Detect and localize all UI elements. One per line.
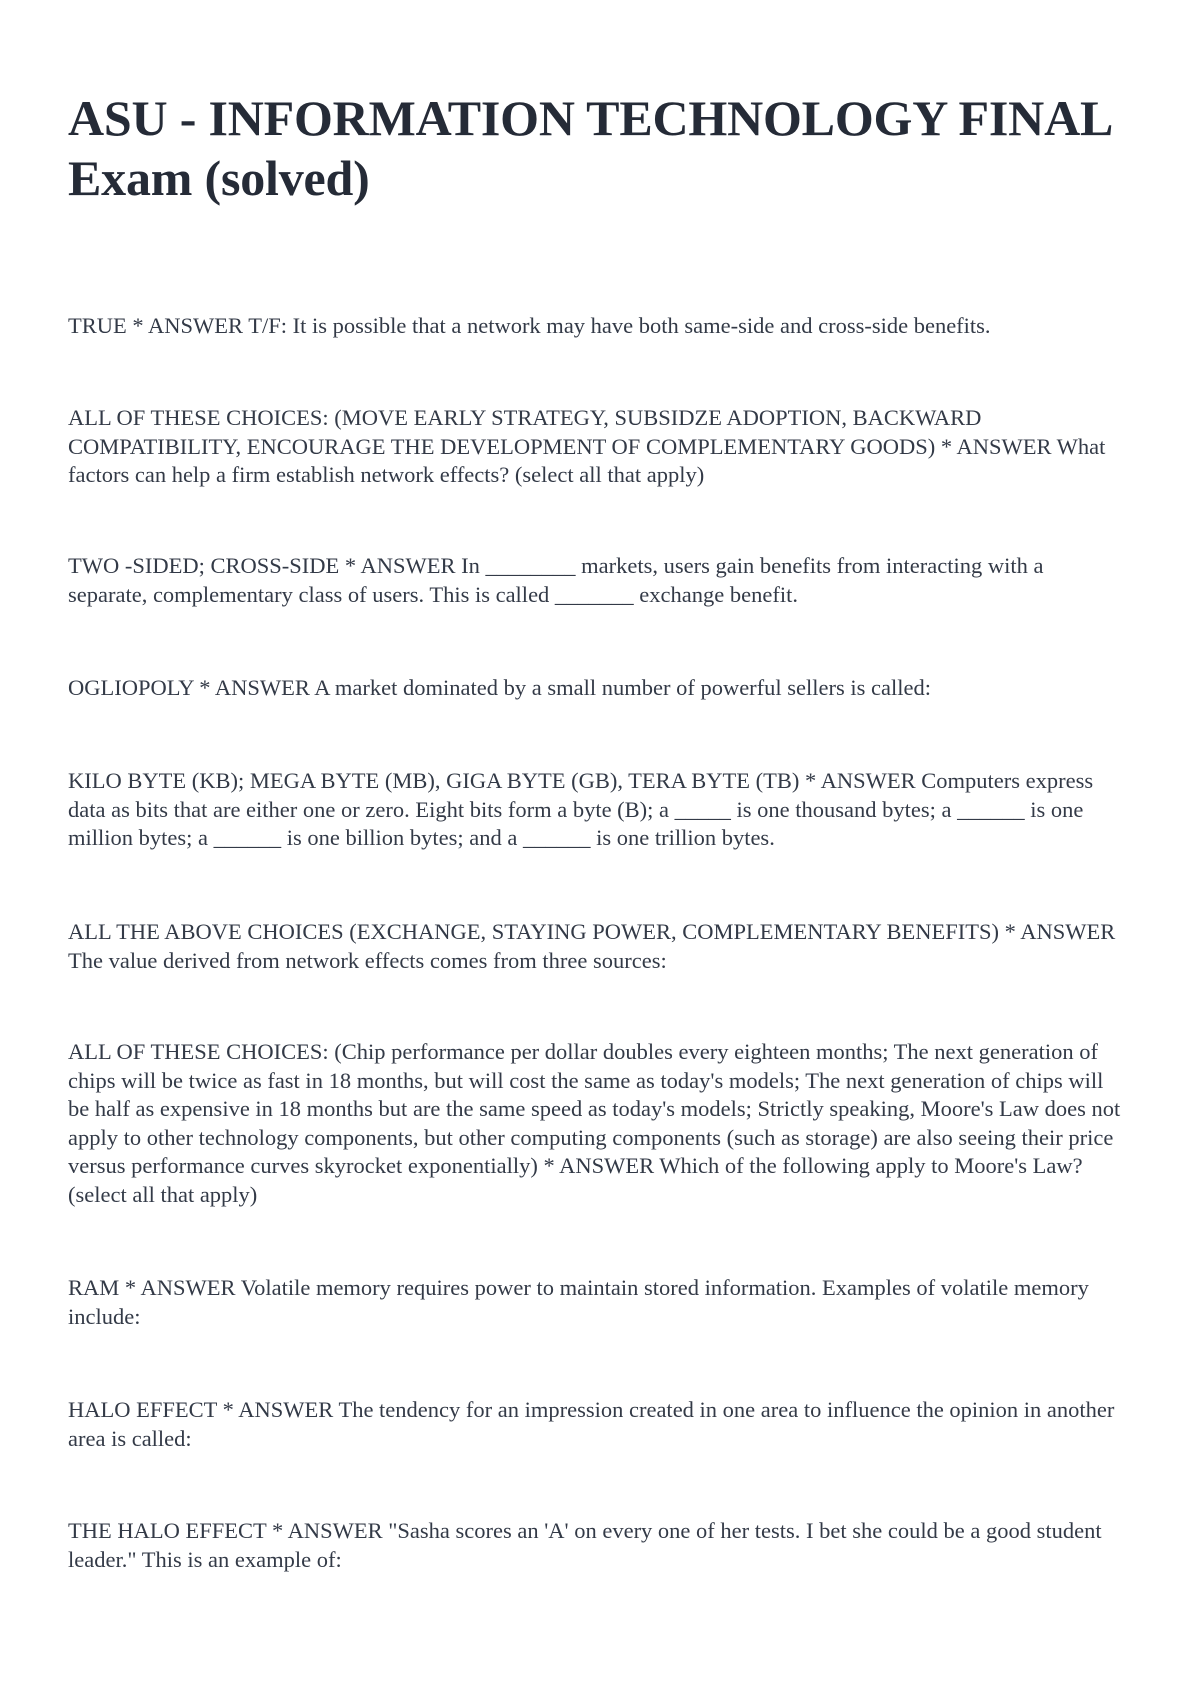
qa-entry-10: THE HALO EFFECT * ANSWER "Sasha scores an 'A' on every one of her tests. I bet she could be a good student leader." This is an example of: (68, 1518, 1102, 1572)
document-title: ASU - INFORMATION TECHNOLOGY FINAL Exam (solved) (68, 90, 1111, 206)
qa-entry-3: TWO -SIDED; CROSS-SIDE * ANSWER In ________ markets, users gain benefits from interacting with a separate, complementary class of users. This is called _______ exchange benefit. (68, 553, 1044, 607)
qa-entry-1: TRUE * ANSWER T/F: It is possible that a network may have both same-side and cross-side benefits. (68, 313, 991, 338)
qa-entry-7: ALL OF THESE CHOICES: (Chip performance per dollar doubles every eighteen months; The next generation of chips will be twice as fast in 18 months, but will cost the same as today's models; The next generation of chips will be half as expensive in 18 months but are the same speed as today's models; Strictly speaking, Moore's Law does not apply to other technology components, but other computing components (such as storage) are also seeing their price versus performance curves skyrocket exponentially) * ANSWER Which of the following apply to Moore's Law? (select all that apply) (68, 1039, 1121, 1207)
qa-entry-8: RAM * ANSWER Volatile memory requires power to maintain stored information. Examples of volatile memory include: (68, 1275, 1089, 1329)
qa-entry-4: OGLIOPOLY * ANSWER A market dominated by a small number of powerful sellers is called: (68, 675, 931, 700)
qa-entry-6: ALL THE ABOVE CHOICES (EXCHANGE, STAYING POWER, COMPLEMENTARY BENEFITS) * ANSWER The value derived from network effects comes from three sources: (68, 919, 1116, 973)
qa-entry-9: HALO EFFECT * ANSWER The tendency for an impression created in one area to influence the opinion in another area is called: (68, 1397, 1115, 1451)
qa-entry-2: ALL OF THESE CHOICES: (MOVE EARLY STRATEGY, SUBSIDZE ADOPTION, BACKWARD COMPATIBILITY, ENCOURAGE THE DEVELOPMENT OF COMPLEMENTARY GOODS) * ANSWER What factors can help a firm establish network effects? (select all that apply) (68, 405, 1106, 487)
qa-entry-5: KILO BYTE (KB); MEGA BYTE (MB), GIGA BYTE (GB), TERA BYTE (TB) * ANSWER Computers express data as bits that are either one or zero. Eight bits form a byte (B); a _____ is one thousand bytes; a ______ is one million bytes; a ______ is one billion bytes; and a ______ is one trillion bytes. (68, 768, 1094, 850)
